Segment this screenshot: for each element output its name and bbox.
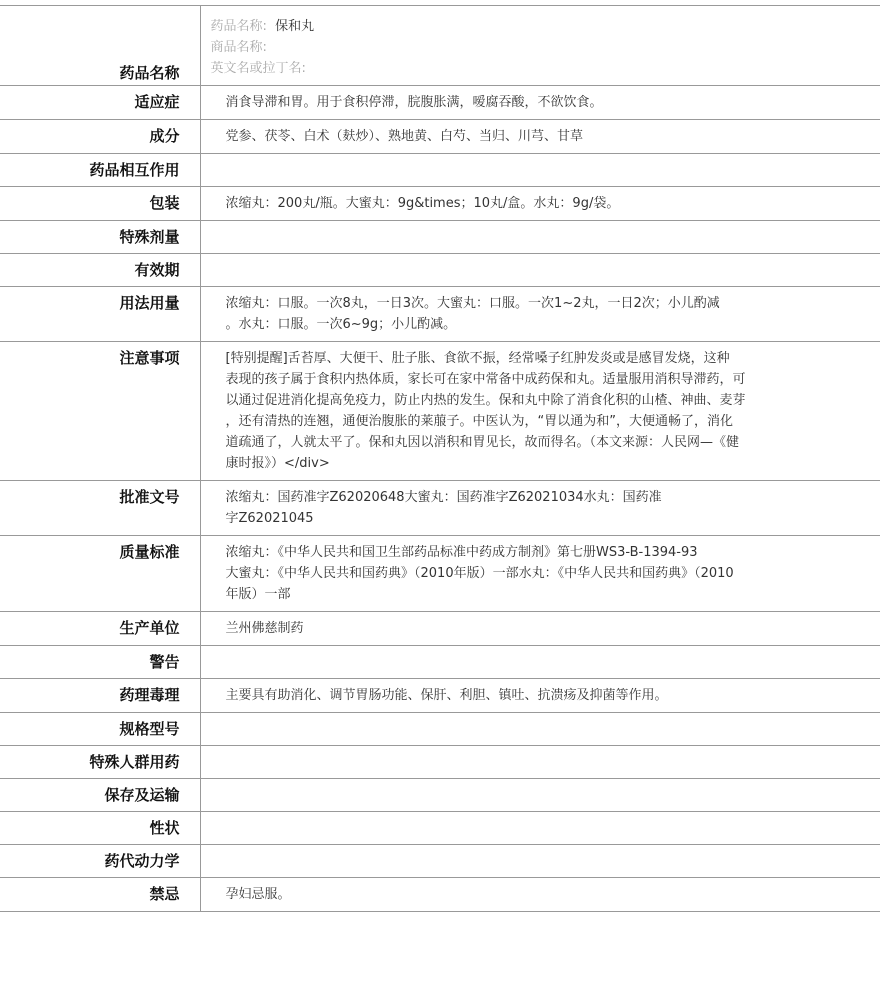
table-row xyxy=(0,154,880,187)
row-label: 生产单位 xyxy=(0,612,200,646)
table-row xyxy=(0,878,880,912)
row-label: 保存及运输 xyxy=(0,779,200,812)
row-label: 包装 xyxy=(0,187,200,221)
table-row xyxy=(0,342,880,481)
row-value xyxy=(200,221,880,254)
table-row xyxy=(0,221,880,254)
row-value: 孕妇忌服。 xyxy=(200,878,880,912)
row-value: [特别提醒]舌苔厚、大便干、肚子胀、食欲不振，经常嗓子红肿发炎或是感冒发烧，这种 表现的孩子属于食积内热体质，家长可在家中常备中成药保和丸。适量服用消积导滞药，可 以通过促进消化提高免疫力，防止内热的发生。保和丸中除了消食化积的山楂、神曲、麦芽 ，还有清热的连翘，通便治腹胀的莱菔子。中医认为，“胃以通为和”，大便通畅了，消化 道疏通了，人就太平了。保和丸因以消积和胃见长，故而得名。（本文来源：人民网—《健 康时报》）</div> xyxy=(200,342,880,481)
row-value xyxy=(200,646,880,679)
table-row xyxy=(0,287,880,342)
row-value xyxy=(200,254,880,287)
row-label: 性状 xyxy=(0,812,200,845)
table-row xyxy=(0,679,880,713)
table-row xyxy=(0,812,880,845)
drug-info-table xyxy=(0,5,880,912)
row-value xyxy=(200,812,880,845)
row-label: 特殊人群用药 xyxy=(0,746,200,779)
row-label: 有效期 xyxy=(0,254,200,287)
row-value xyxy=(200,779,880,812)
row-value: 兰州佛慈制药 xyxy=(200,612,880,646)
table-row xyxy=(0,86,880,120)
row-value xyxy=(200,713,880,746)
table-row xyxy=(0,120,880,154)
row-value xyxy=(200,6,880,86)
row-label: 规格型号 xyxy=(0,713,200,746)
english-name-key: 英文名或拉丁名: xyxy=(210,61,306,76)
table-row xyxy=(0,187,880,221)
row-value xyxy=(200,746,880,779)
table-row xyxy=(0,746,880,779)
row-label: 禁忌 xyxy=(0,878,200,912)
row-label: 警告 xyxy=(0,646,200,679)
drug-name-value: 保和丸 xyxy=(275,19,315,34)
drug-name-key: 药品名称: xyxy=(210,19,267,34)
row-value: 浓缩丸：国药准字Z62020648大蜜丸：国药准字Z62021034水丸：国药准 字Z62021045 xyxy=(200,481,880,536)
row-label: 成分 xyxy=(0,120,200,154)
table-row xyxy=(0,481,880,536)
row-label: 质量标准 xyxy=(0,536,200,612)
row-value: 主要具有助消化、调节胃肠功能、保肝、利胆、镇吐、抗溃疡及抑菌等作用。 xyxy=(200,679,880,713)
table-row xyxy=(0,646,880,679)
row-label: 特殊剂量 xyxy=(0,221,200,254)
table-row xyxy=(0,779,880,812)
row-value: 浓缩丸：《中华人民共和国卫生部药品标准中药成方制剂》第七册WS3-B-1394-93 大蜜丸：《中华人民共和国药典》（2010年版）一部水丸：《中华人民共和国药典》（2010 年版）一部 xyxy=(200,536,880,612)
row-value: 党参、茯苓、白术（麸炒）、熟地黄、白芍、当归、川芎、甘草 xyxy=(200,120,880,154)
row-label: 用法用量 xyxy=(0,287,200,342)
row-label: 批准文号 xyxy=(0,481,200,536)
table-row xyxy=(0,536,880,612)
row-value xyxy=(200,845,880,878)
table-row xyxy=(0,845,880,878)
trade-name-key: 商品名称: xyxy=(210,40,267,55)
row-label: 药品名称 xyxy=(0,6,200,86)
row-value xyxy=(200,154,880,187)
row-value: 消食导滞和胃。用于食积停滞，脘腹胀满，嗳腐吞酸，不欲饮食。 xyxy=(200,86,880,120)
table-row xyxy=(0,6,880,86)
row-label: 药品相互作用 xyxy=(0,154,200,187)
row-value: 浓缩丸：200丸/瓶。大蜜丸：9g&times；10丸/盒。水丸：9g/袋。 xyxy=(200,187,880,221)
table-row xyxy=(0,612,880,646)
row-label: 药代动力学 xyxy=(0,845,200,878)
row-value: 浓缩丸：口服。一次8丸，一日3次。大蜜丸：口服。一次1~2丸，一日2次；小儿酌减 。水丸：口服。一次6~9g；小儿酌减。 xyxy=(200,287,880,342)
row-label: 注意事项 xyxy=(0,342,200,481)
row-label: 适应症 xyxy=(0,86,200,120)
table-row xyxy=(0,713,880,746)
table-row xyxy=(0,254,880,287)
row-label: 药理毒理 xyxy=(0,679,200,713)
